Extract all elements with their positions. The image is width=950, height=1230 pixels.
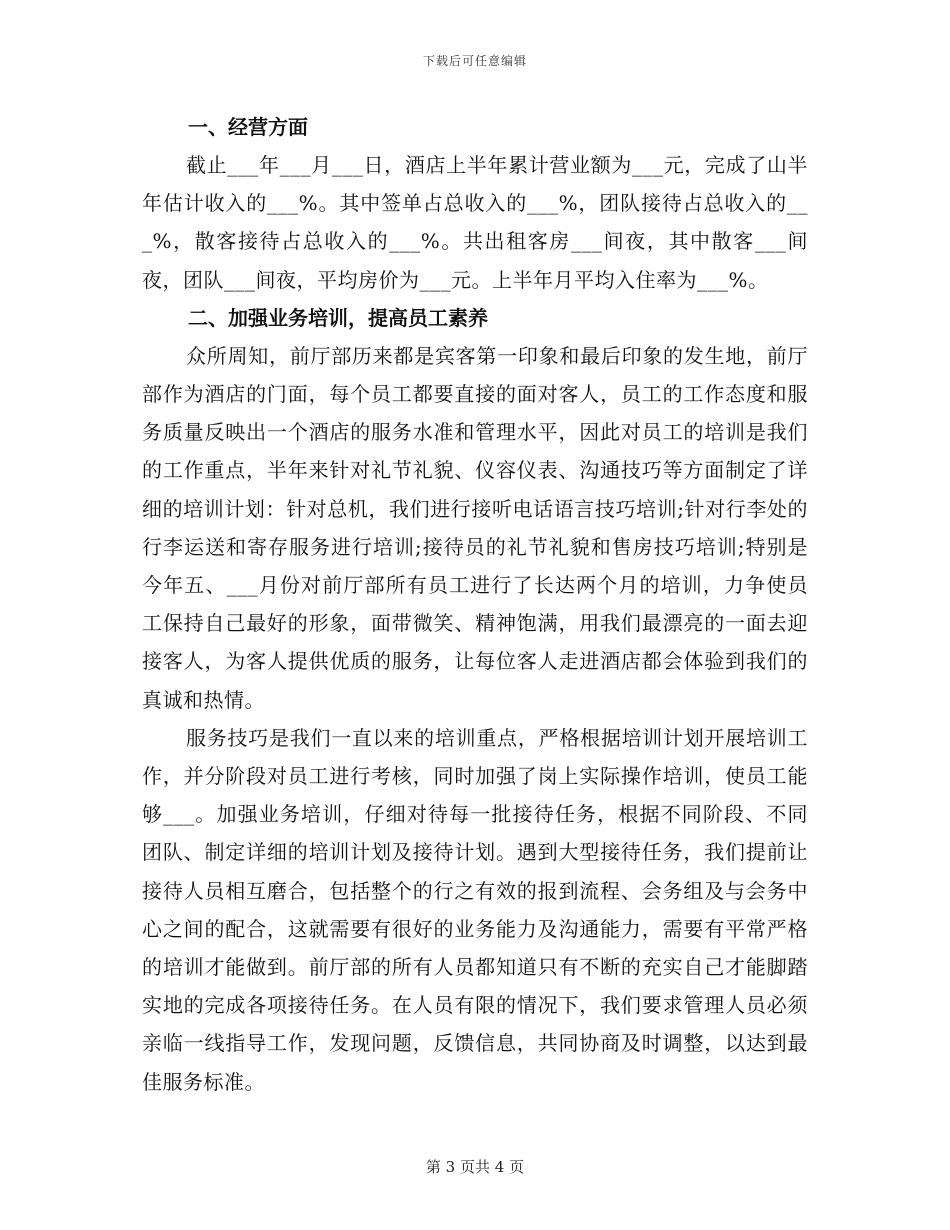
page-header: 下载后可任意编辑 xyxy=(422,54,527,68)
document-body xyxy=(142,108,808,1101)
training-paragraph-1: 众所周知，前厅部历来都是宾客第一印象和最后印象的发生地，前厅部作为酒店的门面，每个员工都要直接的面对客人，员工的工作态度和服务质量反映出一个酒店的服务水准和管理水平，因此对员工的培训是我们的工作重点，半年来针对礼节礼貌、仪容仪表、沟通技巧等方面制定了详细的培训计划：针对总机，我们进行接听电话语言技巧培训;针对行李处的行李运送和寄存服务进行培训;接待员的礼节礼貌和售房技巧培训;特别是今年五、___月份对前厅部所有员工进行了长达两个月的培训，力争使员工保持自己最好的形象，面带微笑、精神饱满，用我们最漂亮的一面去迎接客人，为客人提供优质的服务，让每位客人走进酒店都会体验到我们的真诚和热情。 xyxy=(142,343,808,712)
section-heading-operations: 一、经营方面 xyxy=(188,115,308,139)
section-heading-training: 二、加强业务培训，提高员工素养 xyxy=(188,305,488,330)
training-paragraph-2: 服务技巧是我们一直以来的培训重点，严格根据培训计划开展培训工作，并分阶段对员工进行考核，同时加强了岗上实际操作培训，使员工能够___。加强业务培训，仔细对待每一批接待任务，根据不同阶段、不同团队、制定详细的培训计划及接待计划。遇到大型接待任务，我们提前让接待人员相互磨合，包括整个的行之有效的报到流程、会务组及与会务中心之间的配合，这就需要有很好的业务能力及沟通能力，需要有平常严格的培训才能做到。前厅部的所有人员都知道只有不断的充实自己才能脚踏实地的完成各项接待任务。在人员有限的情况下，我们要求管理人员必须亲临一线指导工作，发现问题，反馈信息，共同协商及时调整，以达到最佳服务标准。 xyxy=(142,725,808,1094)
operations-paragraph: 截止___年___月___日，酒店上半年累计营业额为___元，完成了山半年估计收入的___%。其中签单占总收入的___%，团队接待占总收入的___%，散客接待占总收入的___%。共出租客房___间夜，其中散客___间夜，团队___间夜，平均房价为___元。上半年月平均入住率为___%。 xyxy=(142,153,808,292)
page-footer: 第 3 页共 4 页 xyxy=(425,1158,525,1176)
